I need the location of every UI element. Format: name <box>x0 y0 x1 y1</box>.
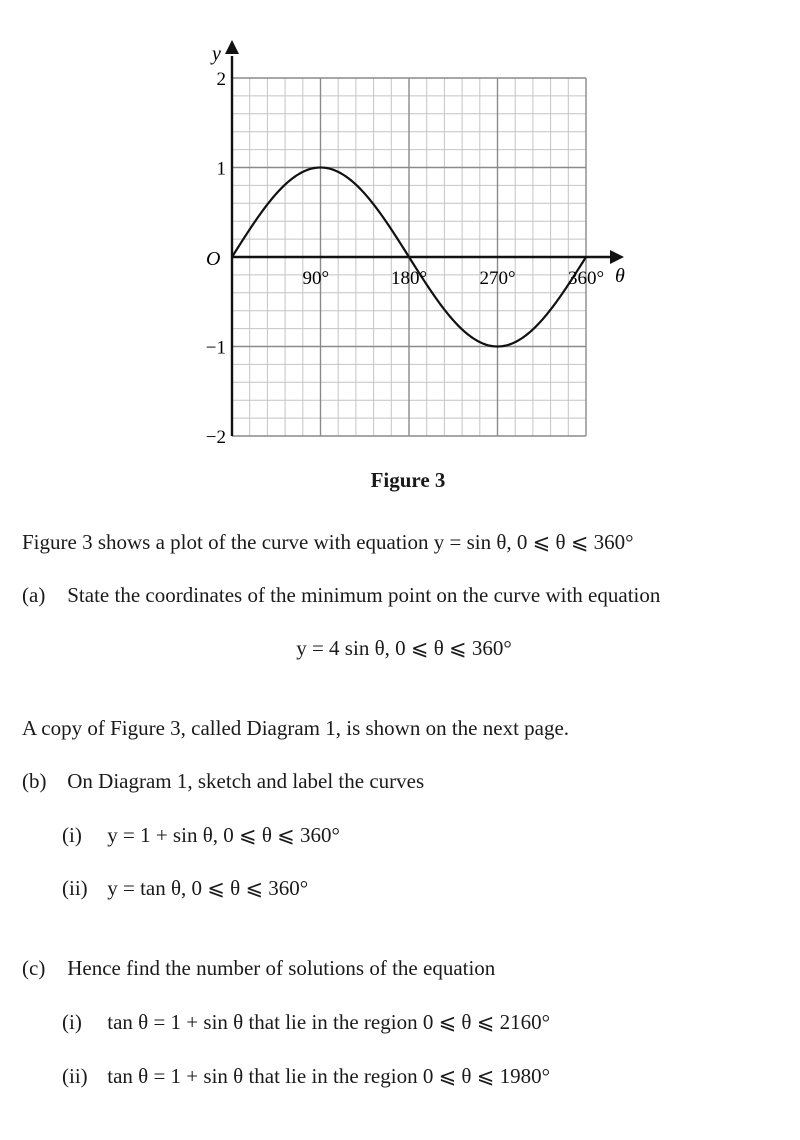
y-tick-label: −1 <box>205 337 226 359</box>
part-a-equation: y = 4 sin θ, 0 ⩽ θ ⩽ 360° <box>296 636 512 660</box>
part-b-text: On Diagram 1, sketch and label the curves <box>67 769 425 793</box>
part-c-ii-equation: tan θ = 1 + sin θ that lie in the region 0 ⩽ θ ⩽ 1980° <box>107 1064 550 1088</box>
part-b-ii-equation: y = tan θ, 0 ⩽ θ ⩽ 360° <box>107 876 309 900</box>
part-b-question <box>22 769 424 794</box>
part-c-ii <box>62 1064 550 1089</box>
y-axis-arrow <box>225 40 239 54</box>
part-c-i-label: (i) <box>62 1010 82 1034</box>
origin-label: O <box>206 248 221 270</box>
part-c-i-equation: tan θ = 1 + sin θ that lie in the region 0 ⩽ θ ⩽ 2160° <box>107 1010 550 1034</box>
part-c-i <box>62 1010 550 1035</box>
part-b-label: (b) <box>22 769 47 793</box>
y-tick-label: −2 <box>205 427 226 448</box>
x-tick-label: 360° <box>568 268 605 289</box>
part-c-label: (c) <box>22 956 46 980</box>
figure-3-chart <box>0 0 800 460</box>
x-axis-arrow <box>610 250 624 264</box>
axis-labels <box>206 43 625 448</box>
y-axis-label: y <box>212 43 221 65</box>
part-c-ii-label: (ii) <box>62 1064 88 1088</box>
figure-caption: Figure 3 <box>370 468 446 492</box>
x-axis-label: θ <box>615 265 625 287</box>
part-a-question <box>22 583 660 608</box>
part-a-label: (a) <box>22 583 46 607</box>
part-b-ii <box>62 876 308 901</box>
intro-text: Figure 3 shows a plot of the curve with equation y = sin θ, 0 ⩽ θ ⩽ 360° <box>22 530 634 554</box>
part-b-i-label: (i) <box>62 823 82 847</box>
part-b-ii-label: (ii) <box>62 876 88 900</box>
y-tick-label: 2 <box>216 69 226 90</box>
part-b-i-equation: y = 1 + sin θ, 0 ⩽ θ ⩽ 360° <box>107 823 340 847</box>
copy-note: A copy of Figure 3, called Diagram 1, is shown on the next page. <box>22 716 570 740</box>
part-a-text: State the coordinates of the minimum point on the curve with equation <box>67 583 661 607</box>
x-tick-label: 180° <box>391 268 428 289</box>
part-c-question <box>22 956 495 981</box>
part-b-i <box>62 823 340 848</box>
x-tick-label: 270° <box>479 268 516 289</box>
x-tick-label: 90° <box>302 268 330 289</box>
part-c-text: Hence find the number of solutions of the equation <box>67 956 496 980</box>
y-tick-label: 1 <box>216 158 226 180</box>
